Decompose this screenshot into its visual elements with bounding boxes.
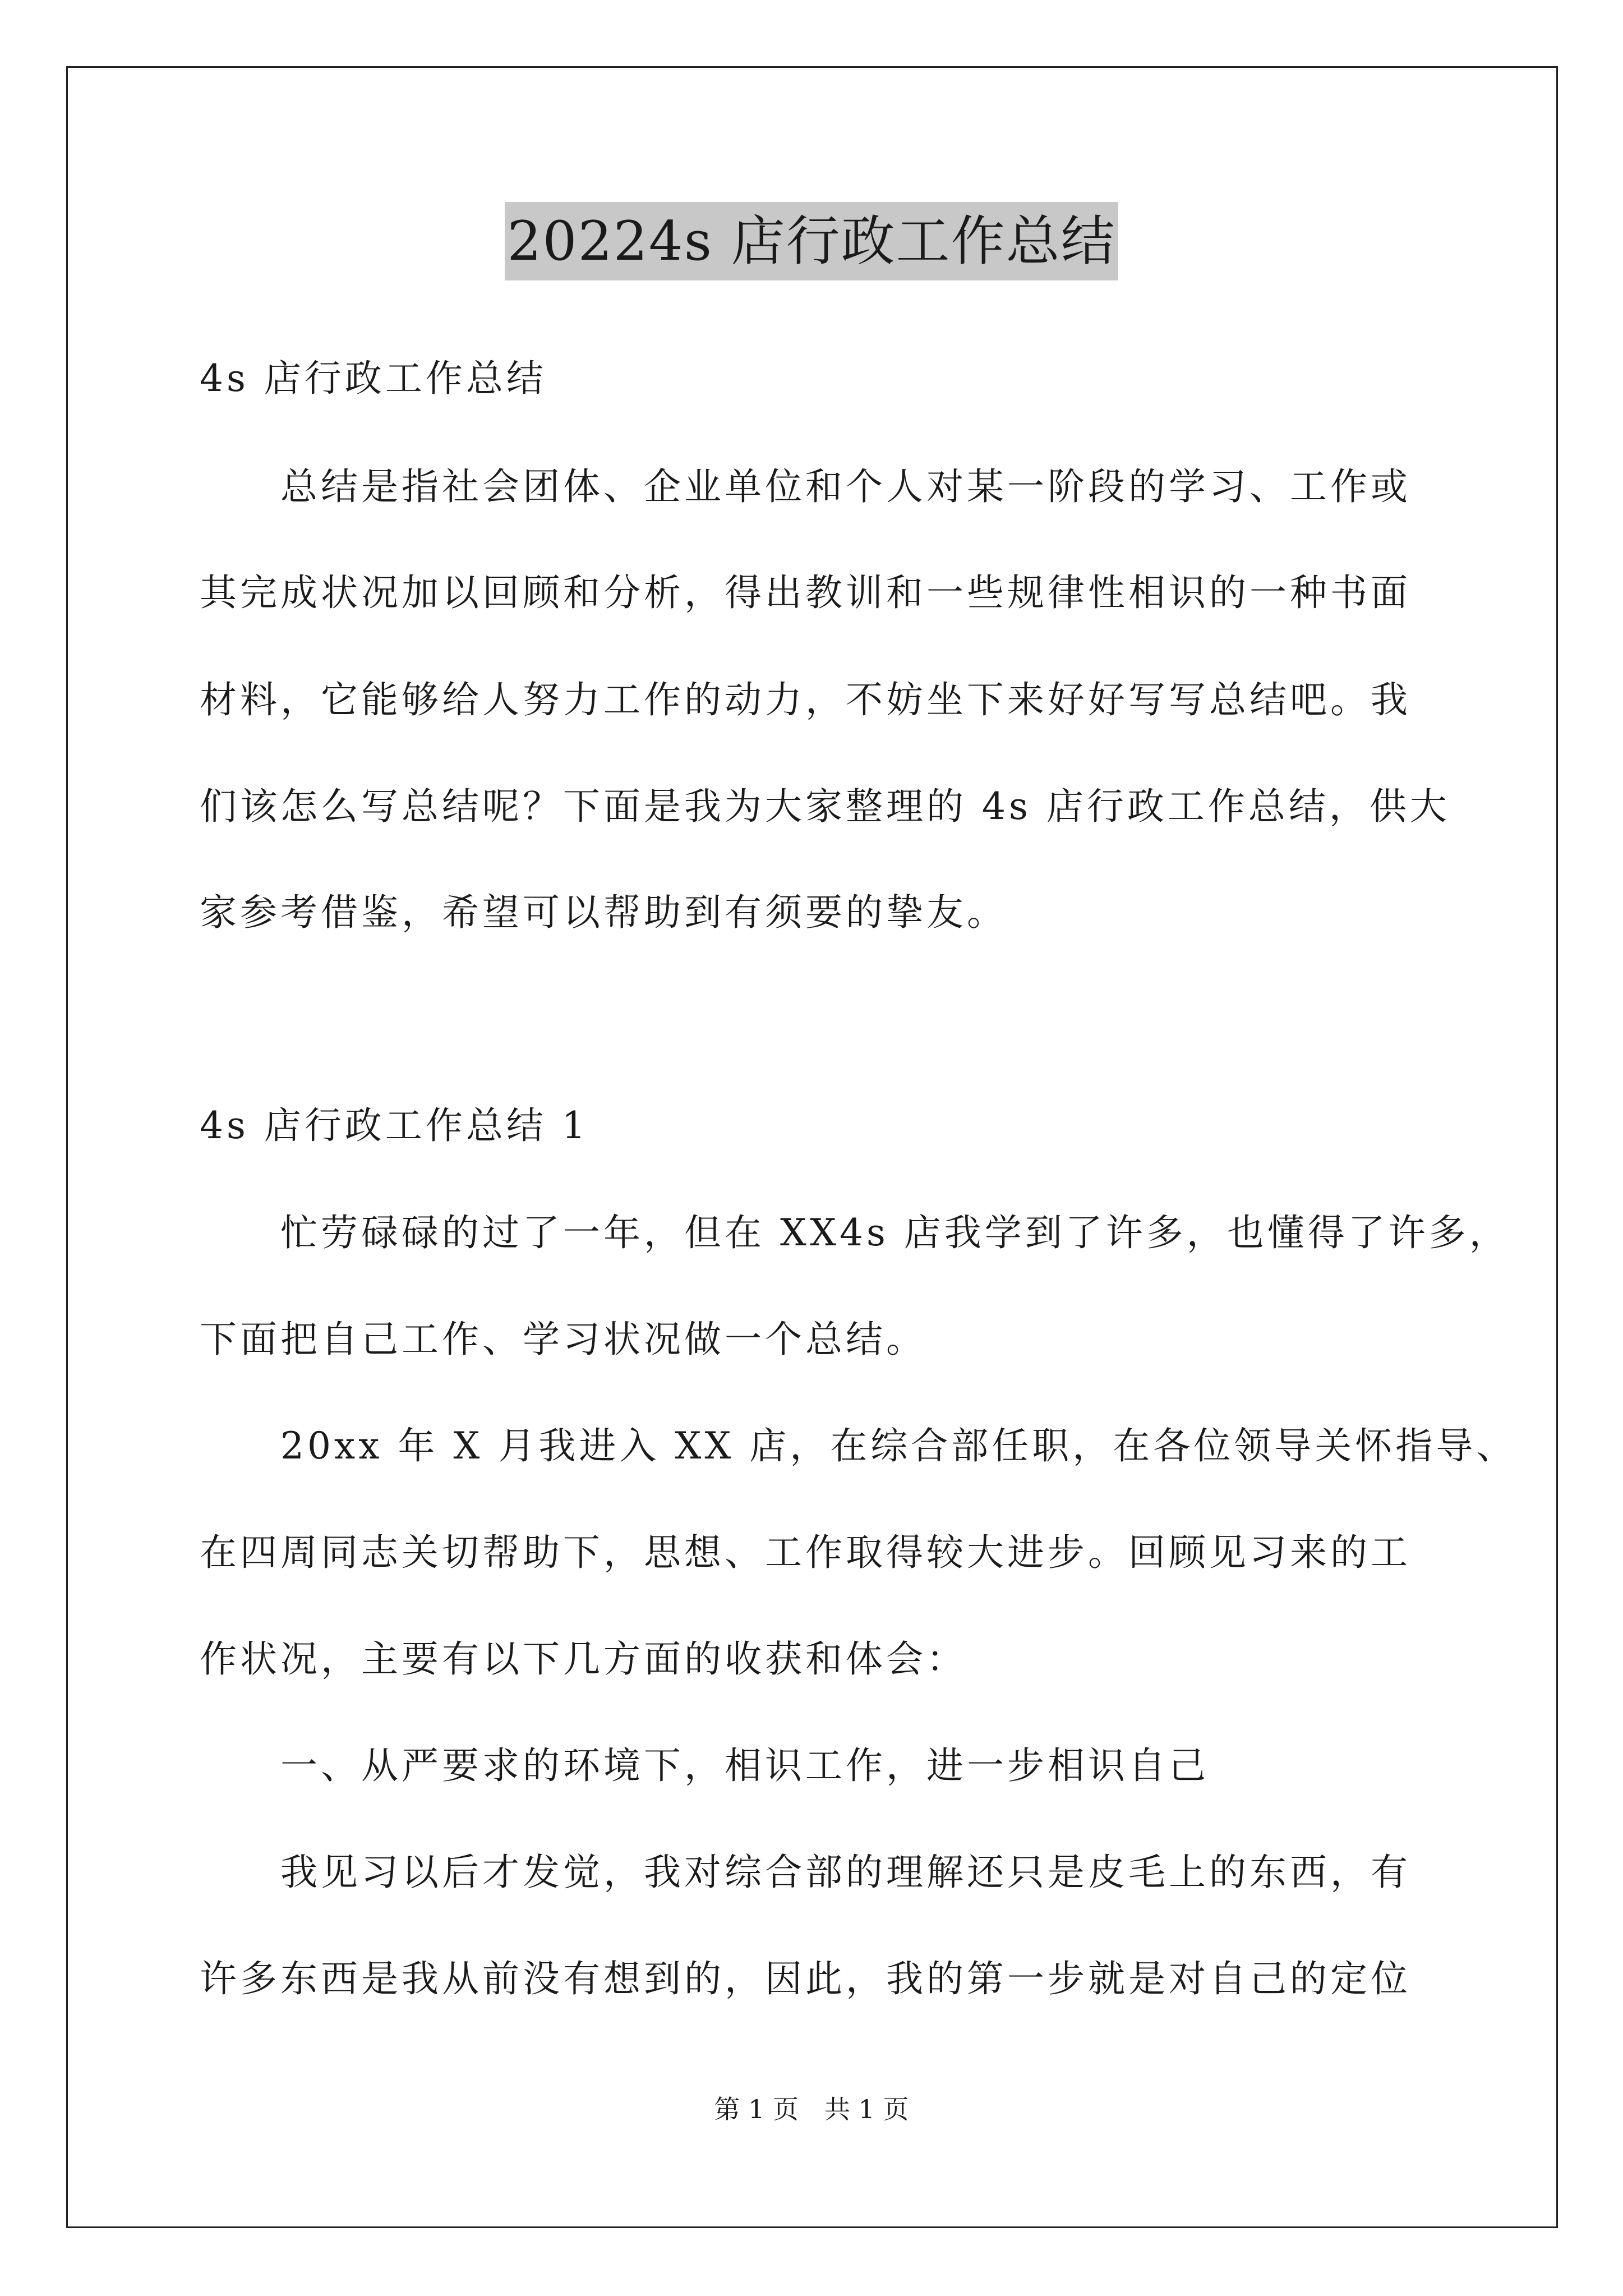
paragraph-line: 作状况，主要有以下几方面的收获和体会： [200, 1637, 967, 1681]
paragraph-line: 20xx 年 X 月我进入 XX 店，在综合部任职，在各位领导关怀指导、 [200, 1424, 1517, 1467]
paragraph-line: 家参考借鉴，希望可以帮助到有须要的挚友。 [200, 891, 1007, 934]
paragraph-line: 在四周同志关切帮助下，思想、工作取得较大进步。回顾见习来的工 [200, 1531, 1411, 1574]
document-title: 20224s 店行政工作总结 [505, 202, 1118, 280]
section-heading: 4s 店行政工作总结 [200, 357, 547, 400]
paragraph-line: 其完成状况加以回顾和分析，得出教训和一些规律性相识的一种书面 [200, 571, 1411, 614]
section-heading: 4s 店行政工作总结 1 [200, 1104, 589, 1147]
paragraph-line: 许多东西是我从前没有想到的，因此，我的第一步就是对自己的定位 [200, 1957, 1411, 2000]
paragraph-line: 我见习以后才发觉，我对综合部的理解还只是皮毛上的东西，有 [200, 1851, 1411, 1894]
paragraph-line: 总结是指社会团体、企业单位和个人对某一阶段的学习、工作或 [200, 465, 1411, 508]
paragraph-line: 一、从严要求的环境下，相识工作，进一步相识自己 [200, 1744, 1209, 1787]
title-container [0, 202, 1623, 280]
paragraph-line: 材料，它能够给人努力工作的动力，不妨坐下来好好写写总结吧。我 [200, 678, 1411, 721]
page-footer: 第 1 页 共 1 页 [714, 2094, 909, 2124]
paragraph-line: 下面把自己工作、学习状况做一个总结。 [200, 1318, 926, 1361]
paragraph-line: 们该怎么写总结呢？下面是我为大家整理的 4s 店行政工作总结，供大 [200, 785, 1450, 828]
paragraph-line: 忙劳碌碌的过了一年，但在 XX4s 店我学到了许多，也懂得了许多， [200, 1211, 1510, 1254]
